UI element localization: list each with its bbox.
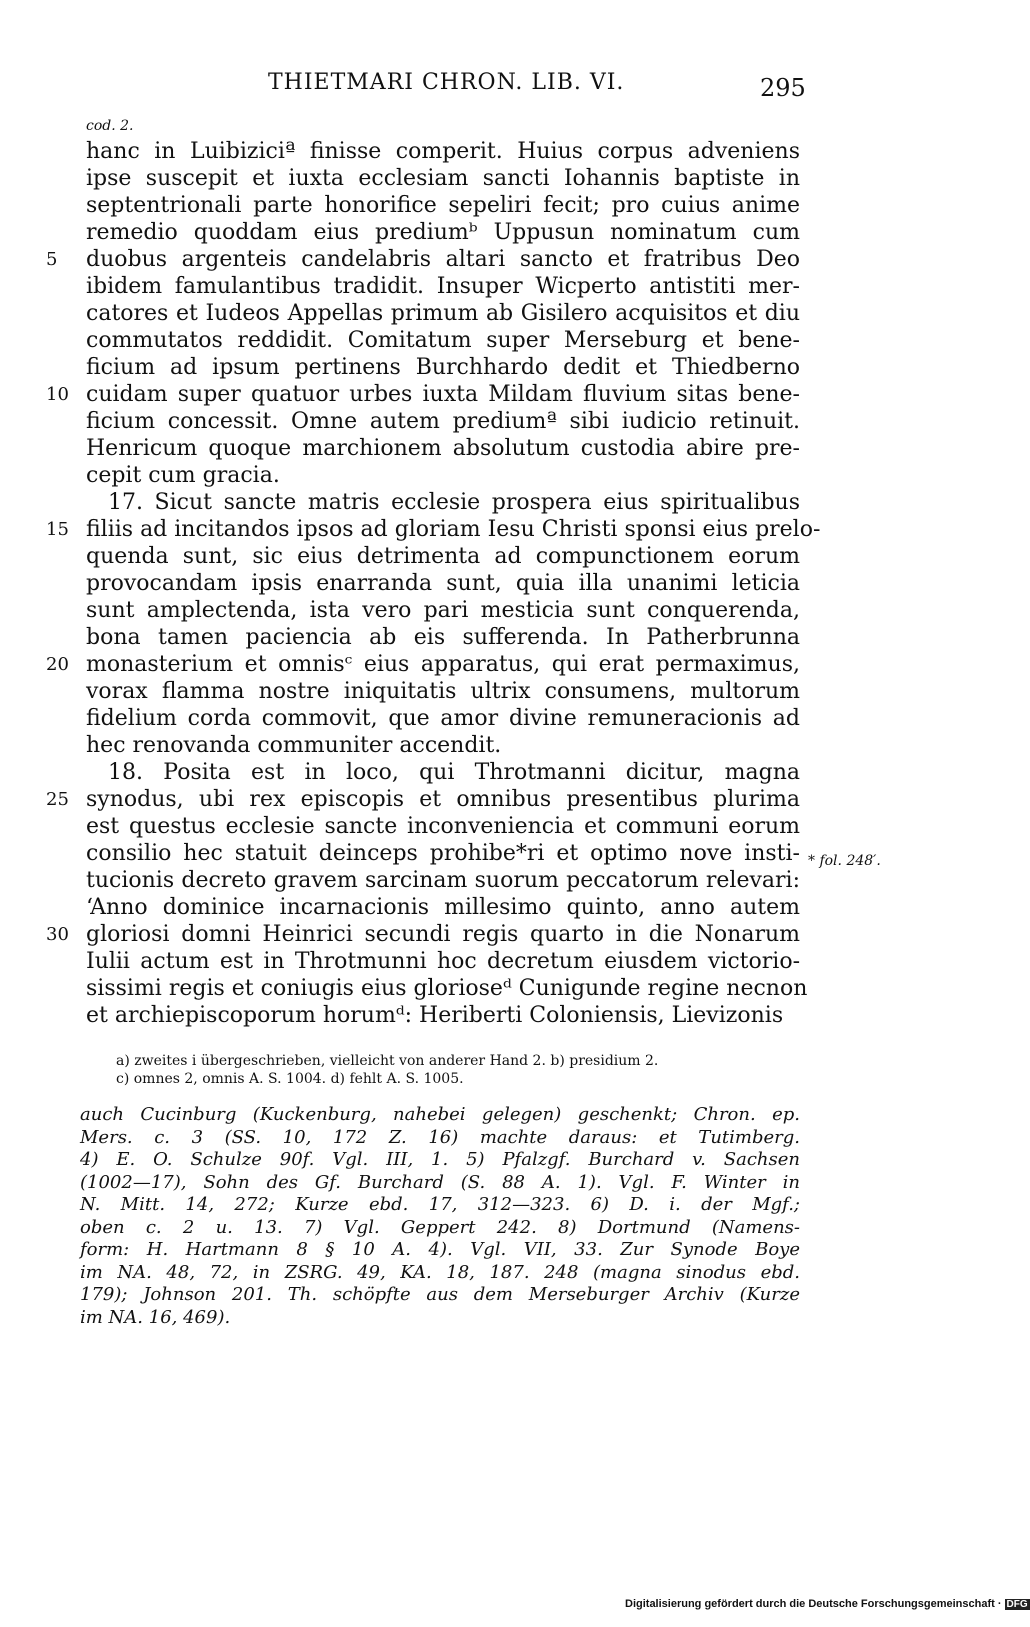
page-number: 295: [760, 74, 806, 102]
text-line: ibidem famulantibus tradidit. Insuper Wicperto antistiti mer-: [86, 274, 800, 299]
line-number: 30: [46, 924, 69, 945]
text-line: ficium ad ipsum pertinens Burchhardo dedit et Thiedberno: [86, 355, 800, 380]
text-line: 17. Sicut sancte matris ecclesie prospera eius spiritualibus: [108, 490, 800, 515]
text-line: fidelium corda commovit, que amor divine remuneracionis ad: [86, 706, 800, 731]
note-line: oben c. 2 u. 13. 7) Vgl. Geppert 242. 8) Dortmund (Namens-: [80, 1216, 800, 1238]
line-number: 25: [46, 789, 69, 810]
note-line: Mers. c. 3 (SS. 10, 172 Z. 16) machte daraus: et Tutimberg.: [80, 1126, 800, 1148]
apparatus-line: a) zweites i übergeschrieben, vielleicht von anderer Hand 2. b) presidium 2.: [116, 1053, 659, 1069]
text-line: tucionis decreto gravem sarcinam suorum peccatorum relevari:: [86, 868, 800, 893]
text-line: synodus, ubi rex episcopis et omnibus presentibus plurima: [86, 787, 800, 812]
line-number: 10: [46, 384, 69, 405]
text-line: ‘Anno dominice incarnacionis millesimo quinto, anno autem: [86, 895, 800, 920]
note-line: 4) E. O. Schulze 90f. Vgl. III, 1. 5) Pfalzgf. Burchard v. Sachsen: [80, 1149, 800, 1170]
note-line: (1002—17), Sohn des Gf. Burchard (S. 88 A. 1). Vgl. F. Winter in: [80, 1171, 800, 1193]
text-line: duobus argenteis candelabris altari sancto et fratribus Deo: [86, 247, 800, 272]
text-line: consilio hec statuit deinceps prohibe*ri et optimo nove insti-: [86, 841, 800, 866]
line-number: 5: [46, 249, 58, 270]
text-line: filiis ad incitandos ipsos ad gloriam Iesu Christi sponsi eius prelo-: [86, 517, 821, 542]
commentary-notes: [80, 1104, 800, 1329]
text-line: hec renovanda communiter accendit.: [86, 733, 502, 758]
text-line: remedio quoddam eius prediumᵇ Uppusun nominatum cum: [86, 220, 800, 245]
dfg-logo: DFG: [1006, 1599, 1028, 1610]
text-line: septentrionali parte honorifice sepeliri fecit; pro cuius anime: [86, 193, 800, 218]
text-line: bona tamen paciencia ab eis sufferenda. In Patherbrunna: [86, 625, 800, 650]
text-line: et archiepiscoporum horumᵈ: Heriberti Coloniensis, Lievizonis: [86, 1003, 784, 1028]
note-line: im NA. 16, 469).: [80, 1306, 231, 1328]
digitization-footer: [625, 1598, 1030, 1610]
note-line: im NA. 48, 72, in ZSRG. 49, KA. 18, 187. 248 (magna sinodus ebd.: [80, 1261, 800, 1283]
text-line: catores et Iudeos Appellas primum ab Gisilero acquisitos et diu: [86, 301, 800, 326]
note-line: N. Mitt. 14, 272; Kurze ebd. 17, 312—323. 6) D. i. der Mgf.;: [80, 1194, 800, 1215]
text-line: sissimi regis et coniugis eius glorioseᵈ Cunigunde regine necnon: [86, 976, 808, 1001]
note-line: form: H. Hartmann 8 § 10 A. 4). Vgl. VII, 33. Zur Synode Boye: [80, 1239, 800, 1260]
note-line: auch Cucinburg (Kuckenburg, nahebei gelegen) geschenkt; Chron. ep.: [80, 1104, 800, 1125]
text-line: quenda sunt, sic eius detrimenta ad compunctionem eorum: [86, 544, 800, 569]
text-line: cuidam super quatuor urbes iuxta Mildam fluvium sitas bene-: [86, 382, 800, 407]
codex-label: cod. 2.: [86, 118, 134, 134]
line-number: 15: [46, 519, 69, 540]
text-line: provocandam ipsis enarranda sunt, quia illa unanimi leticia: [86, 571, 800, 596]
margin-note-folio: * fol. 248′.: [808, 853, 881, 869]
line-number: 20: [46, 654, 69, 675]
text-line: ipse suscepit et iuxta ecclesiam sancti Iohannis baptiste in: [86, 166, 800, 191]
text-line: est questus ecclesie sancte inconveniencia et communi eorum: [86, 814, 800, 839]
text-line: gloriosi domni Heinrici secundi regis quarto in die Nonarum: [86, 922, 800, 947]
text-line: hanc in Luibiziciª finisse comperit. Huius corpus adveniens: [86, 139, 800, 164]
text-line: cepit cum gracia.: [86, 463, 280, 488]
footer-text: Digitalisierung gefördert durch die Deutsche Forschungsgemeinschaft ·: [625, 1598, 1002, 1610]
text-line: 18. Posita est in loco, qui Throtmanni dicitur, magna: [108, 760, 800, 785]
note-line: 179); Johnson 201. Th. schöpfte aus dem Merseburger Archiv (Kurze: [80, 1284, 800, 1305]
text-line: commutatos reddidit. Comitatum super Merseburg et bene-: [86, 328, 800, 353]
text-line: Henricum quoque marchionem absolutum custodia abire pre-: [86, 436, 800, 461]
running-title: THIETMARI CHRON. LIB. VI.: [268, 70, 625, 95]
text-line: Iulii actum est in Throtmunni hoc decretum eiusdem victorio-: [86, 949, 800, 974]
text-line: sunt amplectenda, ista vero pari mesticia sunt conquerenda,: [86, 598, 800, 623]
page-header: [0, 70, 1000, 104]
text-line: monasterium et omnisᶜ eius apparatus, qui erat permaximus,: [86, 652, 800, 677]
text-line: ficium concessit. Omne autem prediumª sibi iudicio retinuit.: [86, 409, 800, 434]
apparatus-line: c) omnes 2, omnis A. S. 1004. d) fehlt A. S. 1005.: [116, 1071, 464, 1087]
text-line: vorax flamma nostre iniquitatis ultrix consumens, multorum: [86, 679, 800, 704]
